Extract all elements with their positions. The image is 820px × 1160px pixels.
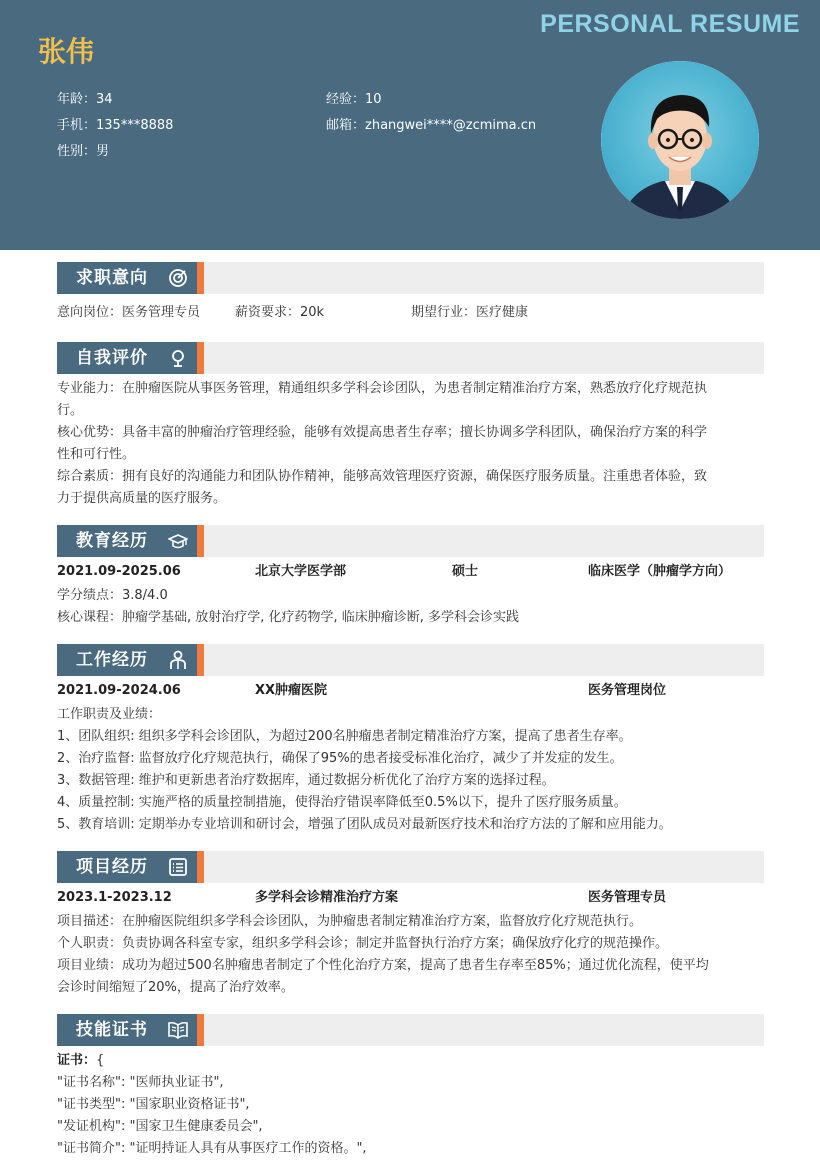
work-item: 4、质量控制: 实施严格的质量控制措施，使得治疗错误率降低至0.5%以下，提升了医疗服务质量。 <box>57 795 627 810</box>
age-field: 年龄：34 <box>57 92 113 107</box>
intent-industry: 期望行业：医疗健康 <box>411 305 529 320</box>
work-item: 5、教育培训: 定期举办专业培训和研讨会，增强了团队成员对最新医疗技术和治疗方法的了解和应用能力。 <box>57 817 672 832</box>
header-banner <box>0 0 820 250</box>
work-item: 1、团队组织: 组织多学科会诊团队，为超过200名肿瘤患者制定精准治疗方案，提高了患者生存率。 <box>57 729 632 744</box>
self-eval-line: 专业能力：在肿瘤医院从事医务管理，精通组织多学科会诊团队，为患者制定精准治疗方案，熟悉放疗化疗规范执 <box>57 381 708 396</box>
section-header-education <box>57 525 764 557</box>
intent-salary: 薪资要求：20k <box>235 305 325 320</box>
graduation-cap-icon <box>168 531 188 551</box>
section-title-self-eval: 自我评价 <box>76 348 148 368</box>
project-desc: 项目描述：在肿瘤医院组织多学科会诊团队，为肿瘤患者制定精准治疗方案，监督放疗化疗规范执行。 <box>57 914 643 929</box>
work-intro: 工作职责及业绩： <box>57 707 162 722</box>
email-field: 邮箱：zhangwei****@zcmima.cn <box>326 118 537 133</box>
project-duty: 个人职责：负责协调各科室专家，组织多学科会诊；制定并监督执行治疗方案；确保放疗化疗的规范操作。 <box>57 936 669 951</box>
cert-header <box>57 1050 767 1072</box>
cert-line: "发证机构": "国家卫生健康委员会", <box>57 1119 263 1134</box>
person-badge-icon <box>168 348 188 368</box>
personal-resume-title: PERSONAL RESUME <box>540 10 800 38</box>
self-eval-line: 核心优势：具备丰富的肿瘤治疗管理经验，能够有效提高患者生存率；擅长协调多学科团队，确保治疗方案的科学 <box>57 425 708 440</box>
worker-icon <box>168 650 188 670</box>
list-document-icon <box>168 857 188 877</box>
self-eval-line: 行。 <box>57 403 84 418</box>
cert-open-brace: { <box>96 1053 105 1068</box>
project-name: 多学科会诊精准治疗方案 <box>255 890 399 905</box>
education-school: 北京大学医学部 <box>255 564 347 579</box>
work-company: XX肿瘤医院 <box>255 683 328 698</box>
education-gpa: 学分绩点：3.8/4.0 <box>57 588 168 603</box>
experience-field: 经验：10 <box>326 92 382 107</box>
work-item: 2、治疗监督: 监督放疗化疗规范执行，确保了95%的患者接受标准化治疗，减少了并发症的发生。 <box>57 751 623 766</box>
section-header-work <box>57 644 764 676</box>
section-header-project <box>57 851 764 883</box>
self-eval-line: 综合素质：拥有良好的沟通能力和团队协作精神，能够高效管理医疗资源，确保医疗服务质量。注重患者体验，致 <box>57 469 708 484</box>
section-header-skills <box>57 1014 764 1046</box>
cert-line: "证书名称": "医师执业证书", <box>57 1075 224 1090</box>
project-role: 医务管理专员 <box>588 890 667 905</box>
intent-position: 意向岗位：医务管理专员 <box>57 305 201 320</box>
avatar <box>601 61 759 219</box>
work-role: 医务管理岗位 <box>588 683 667 698</box>
project-period: 2023.1-2023.12 <box>57 890 172 905</box>
work-item: 3、数据管理: 维护和更新患者治疗数据库，通过数据分析优化了治疗方案的选择过程。 <box>57 773 555 788</box>
section-header-self-eval <box>57 342 764 374</box>
section-title-skills: 技能证书 <box>76 1020 148 1040</box>
section-title-education: 教育经历 <box>76 531 148 551</box>
phone-field: 手机：135***8888 <box>57 118 174 133</box>
education-period: 2021.09-2025.06 <box>57 564 181 579</box>
education-major: 临床医学（肿瘤学方向） <box>588 564 732 579</box>
self-eval-line: 力于提供高质量的医疗服务。 <box>57 491 227 506</box>
education-courses: 核心课程：肿瘤学基础, 放射治疗学, 化疗药物学, 临床肿瘤诊断, 多学科会诊实践 <box>57 610 520 625</box>
avatar-portrait-icon <box>601 61 759 219</box>
cert-label: 证书： <box>57 1053 97 1068</box>
section-title-work: 工作经历 <box>76 650 148 670</box>
cert-line: "证书简介": "证明持证人具有从事医疗工作的资格。", <box>57 1141 367 1156</box>
gender-field: 性别：男 <box>57 144 110 159</box>
education-degree: 硕士 <box>452 564 479 579</box>
section-title-project: 项目经历 <box>76 857 148 877</box>
project-result: 项目业绩：成功为超过500名肿瘤患者制定了个性化治疗方案，提高了患者生存率至85%；通过优化流程，使平均 <box>57 958 709 973</box>
target-icon <box>168 268 188 288</box>
candidate-name: 张伟 <box>38 35 95 68</box>
self-eval-line: 性和可行性。 <box>57 447 136 462</box>
cert-line: "证书类型": "国家职业资格证书", <box>57 1097 250 1112</box>
section-header-intent <box>57 262 764 294</box>
project-result: 会诊时间缩短了20%，提高了治疗效率。 <box>57 980 294 995</box>
work-period: 2021.09-2024.06 <box>57 683 181 698</box>
open-book-icon <box>168 1020 188 1040</box>
section-title-intent: 求职意向 <box>76 268 148 288</box>
